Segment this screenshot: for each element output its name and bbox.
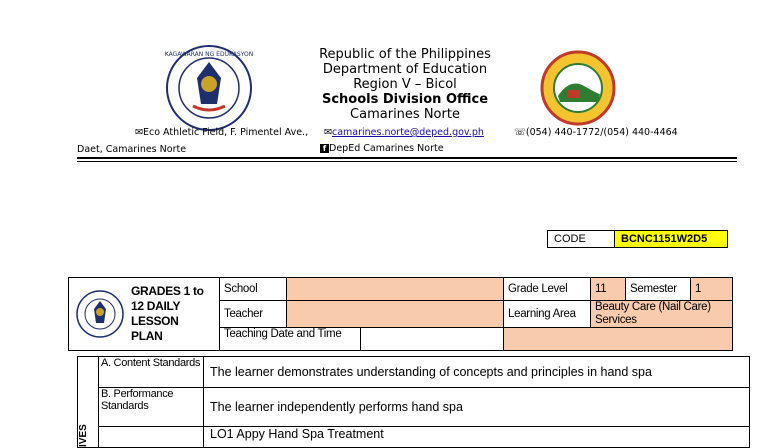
semester-value[interactable]: 1 bbox=[691, 278, 733, 301]
header-rule-thick bbox=[77, 157, 737, 159]
teacher-label: Teacher bbox=[220, 301, 287, 328]
teaching-date-cell bbox=[220, 328, 504, 351]
grade-level-value[interactable]: 11 bbox=[591, 278, 626, 301]
republic-line: Republic of the Philippines bbox=[319, 47, 491, 62]
mail-icon: ✉ bbox=[135, 127, 143, 138]
email-line[interactable] bbox=[324, 127, 484, 138]
region-line: Region V – Bicol bbox=[353, 77, 457, 92]
semester-label: Semester bbox=[626, 278, 691, 301]
grade-level-label: Grade Level bbox=[504, 278, 591, 301]
objectives-side-label-cell bbox=[78, 357, 99, 448]
letterhead-text bbox=[300, 47, 510, 122]
svg-text:KAGAWARAN NG EDUKASYON: KAGAWARAN NG EDUKASYON bbox=[165, 51, 253, 58]
school-label: School bbox=[220, 278, 287, 301]
school-value[interactable] bbox=[287, 278, 504, 301]
learning-competency-value[interactable]: LO1 Appy Hand Spa Treatment bbox=[204, 427, 750, 448]
performance-standards-label: B. Performance Standards bbox=[99, 388, 204, 427]
header-rule-thin bbox=[77, 161, 737, 162]
province-line: Camarines Norte bbox=[350, 107, 460, 122]
learning-competency-label bbox=[99, 427, 204, 448]
deped-seal-logo bbox=[165, 44, 253, 132]
phone-icon: ☏ bbox=[514, 127, 526, 138]
deped-small-seal-logo bbox=[75, 289, 125, 339]
content-standards-value[interactable]: The learner demonstrates understanding of concepts and principles in hand spa bbox=[204, 357, 750, 388]
division-seal-logo bbox=[540, 50, 616, 126]
learning-area-value[interactable]: Beauty Care (Nail Care) Services bbox=[591, 301, 733, 328]
teaching-date-label: Teaching Date and Time bbox=[220, 328, 361, 350]
dll-title-cell bbox=[69, 278, 220, 351]
content-standards-label: A. Content Standards bbox=[99, 357, 204, 388]
learning-area-label: Learning Area bbox=[504, 301, 591, 328]
code-box bbox=[547, 230, 728, 248]
teaching-date-filler bbox=[504, 328, 733, 351]
dll-title: GRADES 1 to 12 DAILY LESSON PLAN bbox=[131, 284, 204, 343]
performance-standards-value[interactable]: The learner independently performs hand spa bbox=[204, 388, 750, 427]
code-value: BCNC1151W2D5 bbox=[615, 231, 728, 248]
phone-line: ☏(054) 440-1772/(054) 440-4464 bbox=[514, 127, 678, 138]
objectives-side-label: IVES bbox=[78, 424, 89, 447]
address-line-1: ✉Eco Athletic Field, F. Pimentel Ave., bbox=[135, 127, 309, 138]
facebook-line: f DepEd Camarines Norte bbox=[320, 143, 444, 154]
envelope-icon: ✉ bbox=[324, 127, 332, 138]
teacher-value[interactable] bbox=[287, 301, 504, 328]
department-line: Department of Education bbox=[322, 62, 488, 77]
division-office-line: Schools Division Office bbox=[321, 92, 489, 107]
dll-header-table bbox=[68, 277, 733, 351]
teaching-date-value[interactable] bbox=[361, 328, 503, 350]
facebook-icon: f bbox=[320, 144, 329, 153]
objectives-table bbox=[77, 356, 750, 448]
address-line-2: Daet, Camarines Norte bbox=[77, 144, 187, 155]
code-label: CODE bbox=[548, 231, 615, 248]
email-link[interactable]: camarines.norte@deped.gov.ph bbox=[331, 127, 484, 138]
